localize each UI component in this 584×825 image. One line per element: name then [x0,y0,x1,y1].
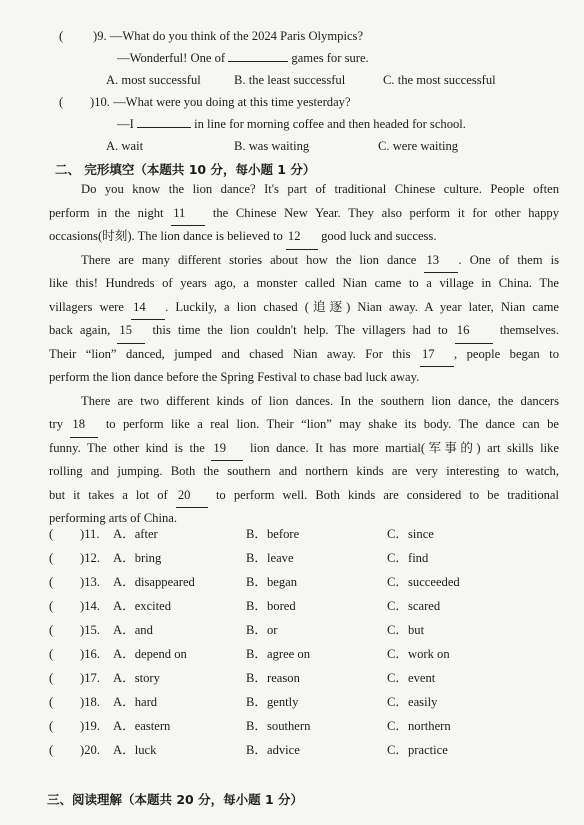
passage-line: but it takes a lot of 20 to perform well. Both kinds are considered to be traditional [49,484,559,508]
blank-number: 11 [171,202,205,227]
blank-number: 12 [286,225,318,250]
question-stem: )9. —What do you think of the 2024 Paris Olympics? [93,29,364,43]
section-heading-cloze: 二、 完形填空（本题共 10 分，每小题 1 分） [55,162,316,177]
option-b: B. was waiting [234,139,310,153]
choice-number: )11. [80,527,100,541]
answer-paren: ( [49,647,54,661]
choice-row [49,738,569,762]
answer-paren: ( [49,575,54,589]
passage-line: like this! Hundreds of years ago, a monster called Nian came to a village in China. The [49,276,559,290]
option-b: B．bored [246,599,296,613]
answer-blank [228,61,288,62]
choice-row [49,546,569,570]
option-c: C. were waiting [378,139,459,153]
choice-number: )12. [80,551,100,565]
option-a: A．disappeared [113,575,195,589]
choice-number: )15. [80,623,100,637]
answer-paren: ( [49,743,54,757]
answer-blank [137,127,191,128]
passage-line: performing arts of China. [49,511,178,525]
blank-number: 19 [211,437,243,462]
choice-row [49,570,569,594]
option-b: B．advice [246,743,300,757]
passage-line: try 18 to perform like a real lion. Their “lion” may shake its body. The dance can be [49,413,559,437]
option-c: C．scared [387,599,441,613]
option-c: C．since [387,527,434,541]
passage-line: occasions(时刻). The lion dance is believed to 12 good luck and success. [49,225,559,249]
choice-number: )19. [80,719,100,733]
answer-paren: ( [49,623,54,637]
passage-line: Do you know the lion dance? It's part of traditional Chinese culture. People often [81,182,559,196]
option-b: B．began [246,575,298,589]
passage-line: perform in the night 11 the Chinese New Year. They also perform it for other happy [49,202,559,226]
passage-line: perform the lion dance before the Spring Festival to chase bad luck away. [49,370,420,384]
passage-line: rolling and jumping. Both the southern and northern kinds are very interesting to watch, [49,464,559,478]
choice-row [49,594,569,618]
choice-row [49,642,569,666]
cloze-passage [49,178,559,531]
option-a: A．eastern [113,719,171,733]
reply-text: games for sure. [291,51,369,65]
option-a: A．hard [113,695,158,709]
option-c: C. the most successful [383,73,496,87]
blank-number: 18 [70,413,98,438]
option-c: C．find [387,551,429,565]
option-a: A. wait [106,139,144,153]
option-a: A．excited [113,599,172,613]
option-b: B．southern [246,719,311,733]
option-b: B．or [246,623,278,637]
choice-number: )18. [80,695,100,709]
blank-number: 15 [117,319,145,344]
option-b: B．before [246,527,300,541]
choice-number: )16. [80,647,100,661]
section-heading-reading: 三、阅读理解（本题共 20 分，每小题 1 分） [47,792,304,807]
answer-paren: ( [59,29,64,43]
blank-number: 16 [455,319,493,344]
choice-row [49,714,569,738]
passage-line: Their “lion” danced, jumped and chased Nian away. For this 17 , people began to [49,343,559,367]
option-c: C．easily [387,695,438,709]
option-a: A. most successful [106,73,201,87]
answer-paren: ( [49,551,54,565]
blank-number: 14 [131,296,165,321]
option-b: B．reason [246,671,300,685]
blank-number: 13 [424,249,458,274]
answer-paren: ( [49,695,54,709]
reply-text: —I [117,117,134,131]
choice-row [49,690,569,714]
answer-paren: ( [49,671,54,685]
option-b: B．agree on [246,647,310,661]
answer-paren: ( [49,527,54,541]
option-a: A．and [113,623,153,637]
option-c: C．work on [387,647,450,661]
option-c: C．practice [387,743,448,757]
answer-paren: ( [49,599,54,613]
choice-row [49,666,569,690]
option-a: A．depend on [113,647,187,661]
choice-number: )13. [80,575,100,589]
reply-text: —Wonderful! One of [117,51,226,65]
option-a: A．after [113,527,158,541]
reply-text: in line for morning coffee and then headed for school. [194,117,466,131]
blank-number: 17 [420,343,454,368]
option-a: A．luck [113,743,157,757]
choice-row [49,618,569,642]
passage-line: funny. The other kind is the 19 lion dance. It has more martial(军事的) art skills like [49,437,559,461]
passage-line: back again, 15 this time the lion couldn't help. The villagers had to 16 themselves. [49,319,559,343]
option-b: B．leave [246,551,294,565]
choice-row [49,522,569,546]
option-b: B．gently [246,695,299,709]
choice-number: )17. [80,671,100,685]
option-b: B. the least successful [234,73,346,87]
passage-line: There are two different kinds of lion dances. In the southern lion dance, the dancers [81,393,559,408]
answer-paren: ( [59,95,64,109]
question-stem: )10. —What were you doing at this time yesterday? [90,95,351,109]
passage-line: villagers were 14 . Luckily, a lion chased (追逐) Nian away. A year later, Nian came [49,296,559,320]
choice-number: )14. [80,599,100,613]
option-c: C．but [387,623,425,637]
question-reply [117,51,369,66]
option-c: C．event [387,671,436,685]
blank-number: 20 [176,484,208,509]
option-a: A．story [113,671,160,685]
answer-paren: ( [49,719,54,733]
option-c: C．northern [387,719,451,733]
option-c: C．succeeded [387,575,460,589]
option-a: A．bring [113,551,162,565]
choice-number: )20. [80,743,100,757]
question-reply [117,117,466,132]
passage-line: There are many different stories about how the lion dance 13 . One of them is [49,249,559,273]
